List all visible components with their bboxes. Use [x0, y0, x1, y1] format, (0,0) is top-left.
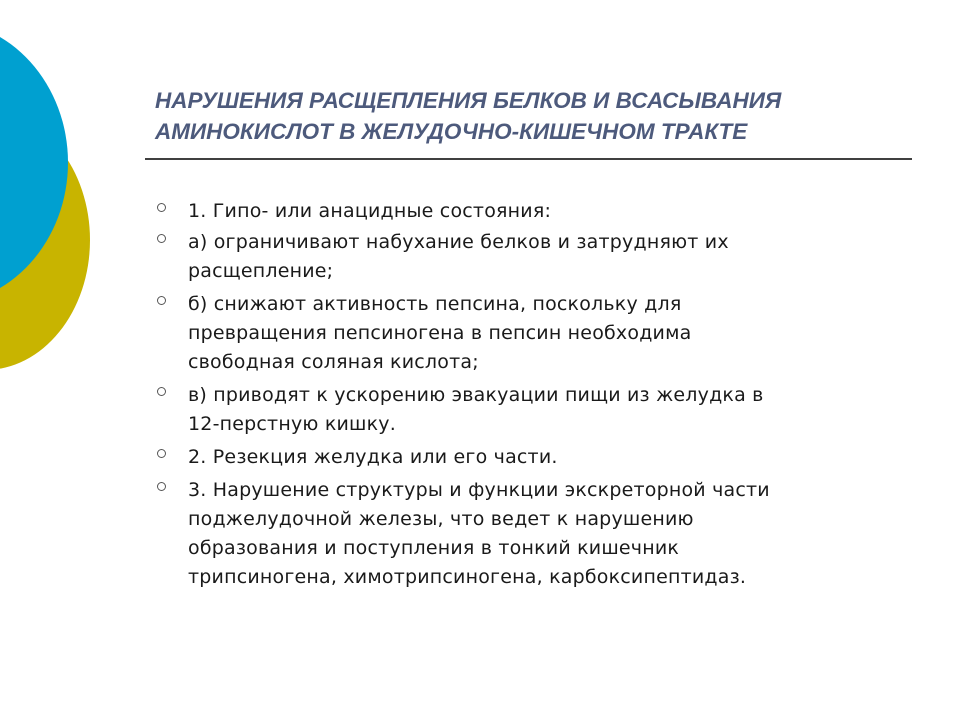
- bullet-circle-icon: [155, 197, 188, 226]
- bullet-circle-icon: [155, 476, 188, 505]
- bullet-circle-icon: [155, 443, 188, 472]
- bullet-item: [155, 228, 915, 286]
- bullet-text: в) приводят к ускорению эвакуации пищи из желудка в 12-перстную кишку.: [188, 384, 764, 435]
- bullet-text: 3. Нарушение структуры и функции экскреторной части поджелудочной железы, что ведет к нарушению образования и поступления в тонкий кишечник трипсиногена, химотрипсиногена, карбоксипептидаз.: [188, 479, 770, 588]
- bullet-circle-icon: [155, 290, 188, 319]
- bullet-item: [155, 381, 915, 439]
- bullet-text: 1. Гипо- или анацидные состояния:: [188, 200, 552, 222]
- bullet-circle-icon: [155, 228, 188, 257]
- bullet-item: [155, 443, 915, 472]
- slide-title: НАРУШЕНИЯ РАСЩЕПЛЕНИЯ БЕЛКОВ И ВСАСЫВАНИЯ АМИНОКИСЛОТ В ЖЕЛУДОЧНО-КИШЕЧНОМ ТРАКТЕ: [155, 88, 782, 144]
- bullet-item: [155, 476, 915, 592]
- title-divider: [145, 158, 912, 160]
- bullet-item: [155, 197, 915, 226]
- bullet-circle-icon: [155, 381, 188, 410]
- bullet-list: [155, 197, 915, 596]
- bullet-text: а) ограничивают набухание белков и затрудняют их расщепление;: [188, 231, 729, 282]
- bullet-item: [155, 290, 915, 377]
- bullet-text: б) снижают активность пепсина, поскольку для превращения пепсиногена в пепсин необходима свободная соляная кислота;: [188, 293, 692, 373]
- bullet-text: 2. Резекция желудка или его части.: [188, 446, 558, 468]
